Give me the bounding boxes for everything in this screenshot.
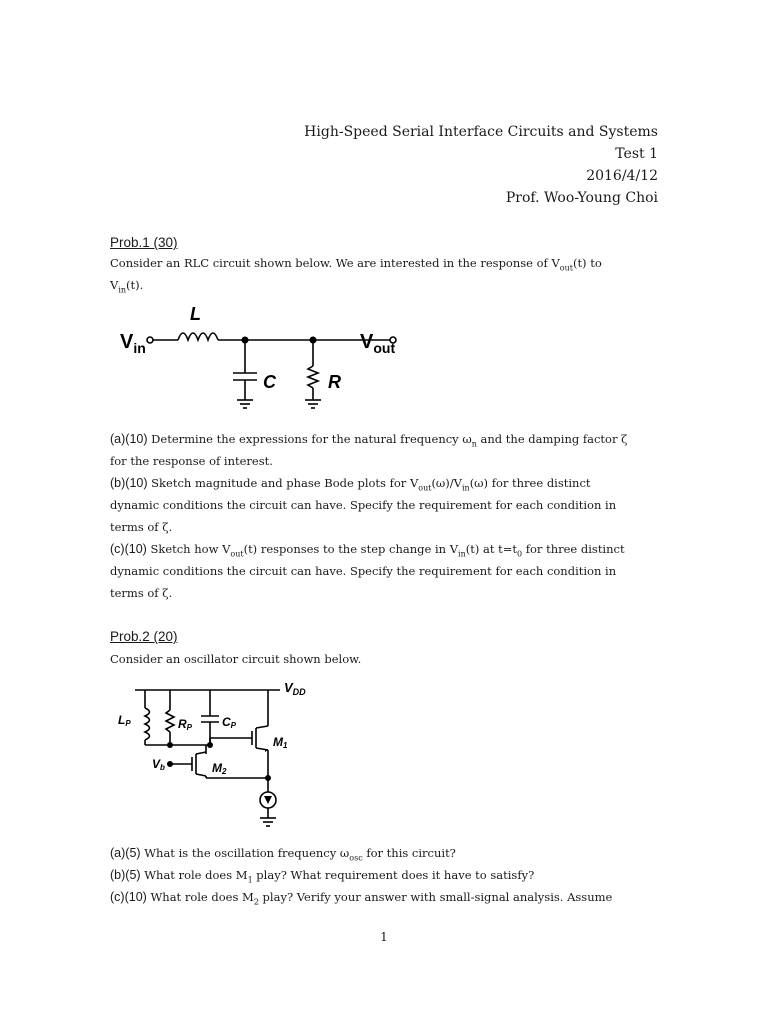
prob1-title: Prob.1 (30) [110, 235, 178, 250]
lp-label: LP [118, 713, 131, 728]
prob2-part-a: (a)(5) What is the oscillation frequency $\omega_{osc}$ for this circuit? [110, 846, 456, 863]
prob1-title-line [110, 232, 658, 254]
resistor-label: R [328, 372, 341, 392]
prob1-intro: Consider an RLC circuit shown below. We are interested in the response of $V_{out}(t)$ to [110, 256, 602, 273]
prob1-intro-cont: $V_{in}(t)$. [110, 278, 144, 295]
cp-label: CP [222, 715, 237, 730]
rlc-circuit-figure [110, 300, 410, 420]
m2-label: M2 [212, 761, 227, 776]
vb-label: Vb [152, 757, 165, 772]
vout-label: $V_{out}$ [360, 331, 396, 356]
prob1-part-b-cont2: terms of ζ. [110, 520, 173, 534]
prob1-part-a-cont: for the response of interest. [110, 454, 273, 468]
inductor-label: L [190, 304, 201, 324]
page-number: 1 [380, 930, 388, 944]
prob2-title: Prob.2 (20) [110, 629, 178, 644]
course-title: High-Speed Serial Interface Circuits and Systems [304, 124, 658, 140]
date: 2016/4/12 [586, 168, 658, 184]
capacitor-label: C [263, 372, 276, 392]
professor: Prof. Woo-Young Choi [505, 190, 658, 206]
prob1-part-b-cont: dynamic conditions the circuit can have. Specify the requirement for each condition in [110, 498, 617, 512]
vin-label: $V_{in}$ [120, 331, 146, 356]
vdd-label: $V_{DD}$ [284, 680, 306, 697]
test-label: Test 1 [615, 146, 658, 162]
prob2-part-b: (b)(5) What role does $M_1$ play? What requirement does it have to satisfy? [110, 868, 535, 885]
prob2-part-c: (c)(10) What role does $M_2$ play? Verify your answer with small-signal analysis. Assume [110, 890, 613, 907]
prob2-title-line [110, 626, 658, 648]
prob2-intro: Consider an oscillator circuit shown below. [110, 652, 362, 666]
m1-label: M1 [273, 735, 288, 750]
oscillator-circuit-figure [110, 678, 330, 838]
prob1-part-c-cont: dynamic conditions the circuit can have. Specify the requirement for each condition in [110, 564, 617, 578]
prob1-part-b: (b)(10) Sketch magnitude and phase Bode plots for $V_{out}(\omega)/V_{in}(\omega)$ for three distinct [110, 476, 591, 493]
prob1-part-c-cont2: terms of ζ. [110, 586, 173, 600]
prob1-part-a: (a)(10) Determine the expressions for the natural frequency $\omega_n$ and the damping factor ζ [110, 432, 628, 449]
rp-label: RP [178, 717, 193, 732]
prob1-part-c: (c)(10) Sketch how $V_{out}(t)$ responses to the step change in $V_{in}(t)$ at $t=t_0$ for three distinct [110, 542, 625, 559]
